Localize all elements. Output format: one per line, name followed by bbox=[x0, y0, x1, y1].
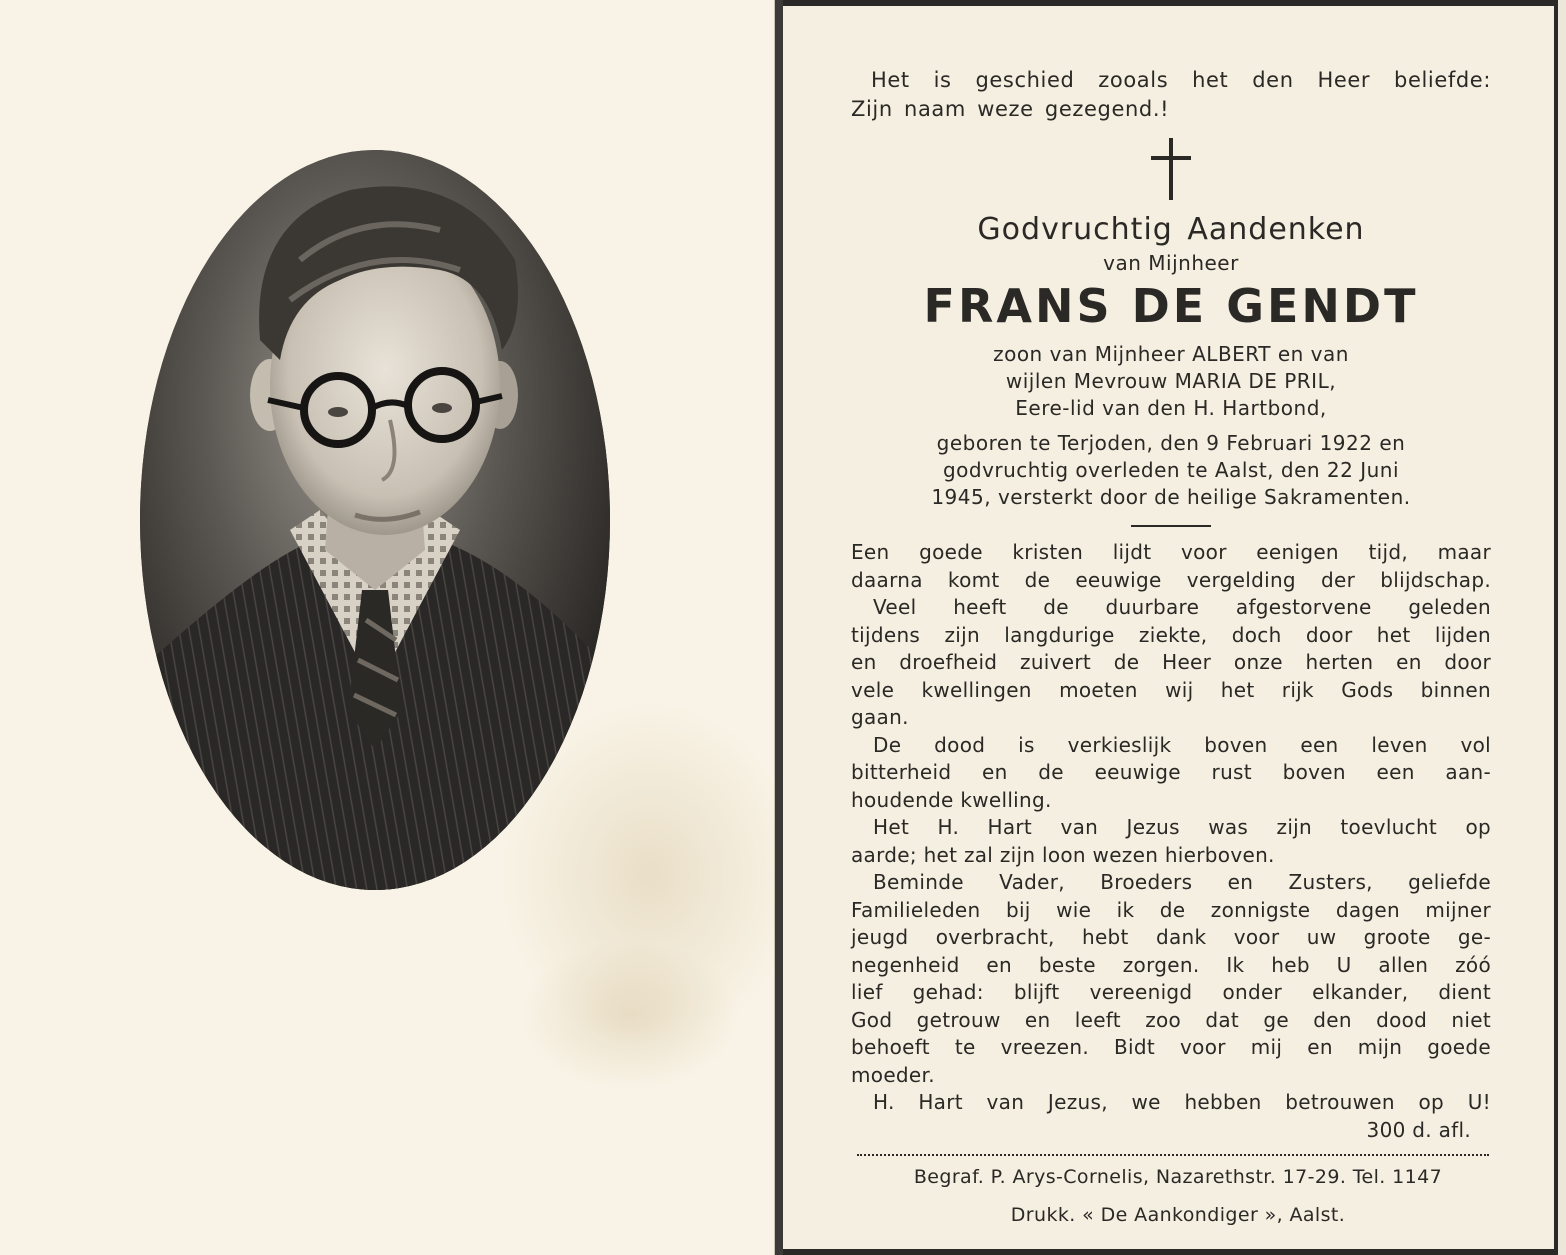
text-line: aarde; het zal zijn loon wezen hierboven. bbox=[851, 842, 1275, 867]
portrait-photo bbox=[140, 150, 610, 890]
portrait-illustration bbox=[140, 150, 610, 890]
parents-line: zoon van Mijnheer ALBERT en van bbox=[993, 342, 1349, 366]
text-line: daarna komt de eeuwige vergelding der blijdschap. bbox=[851, 567, 1491, 592]
text-line: vele kwellingen moeten wij het rijk Gods binnen bbox=[851, 677, 1491, 702]
deceased-name: FRANS DE GENDT bbox=[923, 279, 1419, 333]
printer-credit: Drukk. « De Aankondiger », Aalst. bbox=[1010, 1204, 1346, 1226]
text-line: gaan. bbox=[851, 705, 909, 729]
text-line: lief gehad: blijft vereenigd onder elkander, dient bbox=[851, 980, 1491, 1004]
text-line: behoeft te vreezen. Bidt voor mij en mijn goede bbox=[851, 1035, 1491, 1059]
heading: Godvruchtig Aandenken bbox=[977, 212, 1365, 247]
text-line: bitterheid en de eeuwige rust boven een aan- bbox=[851, 760, 1491, 784]
text-area bbox=[851, 66, 1491, 1144]
separator-rule bbox=[1131, 525, 1211, 527]
paper-stain bbox=[520, 940, 740, 1090]
text-line: Een goede kristen lijdt voor eenigen tijd, maar bbox=[851, 540, 1491, 564]
photo-card bbox=[0, 0, 775, 1255]
text-line: jeugd overbracht, hebt dank voor uw groote ge- bbox=[851, 925, 1491, 949]
text-line: houdende kwelling. bbox=[851, 787, 1052, 812]
funeral-director: Begraf. P. Arys-Cornelis, Nazarethstr. 17-29. Tel. 1147 bbox=[913, 1166, 1443, 1188]
text-line: God getrouw en leeft zoo dat ge den dood niet bbox=[851, 1007, 1491, 1032]
text-line: tijdens zijn langdurige ziekte, doch door het lijden bbox=[851, 622, 1491, 647]
text-line: moeder. bbox=[851, 1062, 935, 1087]
heading-sub: van Mijnheer bbox=[1103, 251, 1239, 275]
birth-line: geboren te Terjoden, den 9 Februari 1922 en bbox=[936, 431, 1406, 455]
verse-line: Zijn naam weze gezegend.! bbox=[851, 97, 1170, 121]
card-gap bbox=[775, 0, 783, 1255]
verse-line: Het is geschied zooals het den Heer beliefde: bbox=[871, 68, 1491, 92]
text-line: en droefheid zuivert de Heer onze herten en door bbox=[851, 650, 1491, 674]
opening-verse bbox=[851, 66, 1491, 124]
text-line: H. Hart van Jezus, we hebben betrouwen op U! bbox=[873, 1090, 1491, 1114]
text-line: Veel heeft de duurbare afgestorvene geleden bbox=[873, 595, 1491, 619]
cross-icon bbox=[1151, 138, 1191, 200]
text-line: Het H. Hart van Jezus was zijn toevlucht op bbox=[873, 815, 1491, 839]
text-line: Familieleden bij wie ik de zonnigste dagen mijner bbox=[851, 897, 1491, 922]
parents-line: wijlen Mevrouw MARIA DE PRIL, bbox=[1005, 369, 1337, 393]
text-line: De dood is verkieslijk boven een leven vol bbox=[873, 732, 1491, 757]
birth-line: godvruchtig overleden te Aalst, den 22 Juni bbox=[942, 458, 1400, 482]
text-line: Beminde Vader, Broeders en Zusters, geliefde bbox=[873, 870, 1491, 894]
parents-info bbox=[851, 341, 1491, 422]
birth-death-info bbox=[851, 430, 1491, 511]
text-line: negenheid en beste zorgen. Ik heb U allen zóó bbox=[851, 952, 1491, 977]
parents-line: Eere-lid van den H. Hartbond, bbox=[1015, 396, 1327, 420]
memorial-text-card bbox=[783, 0, 1558, 1255]
dotted-separator bbox=[857, 1154, 1489, 1156]
memorial-text bbox=[851, 539, 1491, 1144]
indulgence-note: 300 d. afl. bbox=[1366, 1117, 1471, 1142]
birth-line: 1945, versterkt door de heilige Sakramenten. bbox=[931, 485, 1411, 509]
